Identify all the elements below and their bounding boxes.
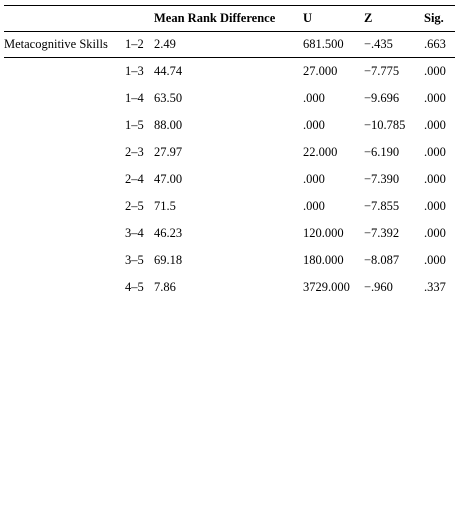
sig-cell: .000 <box>424 118 446 132</box>
variable-empty-cell <box>4 247 125 274</box>
table-row <box>4 139 455 166</box>
z-cell: −7.392 <box>364 226 400 240</box>
table-row <box>4 247 455 274</box>
mean-rank-difference-cell: 63.50 <box>154 91 183 105</box>
u-cell: .000 <box>303 91 325 105</box>
pair-cell: 2–3 <box>125 145 144 159</box>
header-mean-rank-difference: Mean Rank Difference <box>154 6 303 32</box>
mean-rank-difference-cell: 88.00 <box>154 118 183 132</box>
variable-empty-cell <box>4 166 125 193</box>
header-pair <box>125 6 154 32</box>
pair-cell: 2–4 <box>125 172 144 186</box>
u-cell: .000 <box>303 118 325 132</box>
z-cell: −7.390 <box>364 172 400 186</box>
u-cell: 3729.000 <box>303 280 350 294</box>
sig-cell: .337 <box>424 280 446 294</box>
table-row <box>4 85 455 112</box>
mean-rank-difference-cell: 46.23 <box>154 226 183 240</box>
pair-cell: 4–5 <box>125 280 144 294</box>
z-cell: −7.855 <box>364 199 400 213</box>
table-row <box>4 220 455 247</box>
table-header-row <box>4 6 455 32</box>
header-z: Z <box>364 6 424 32</box>
u-cell: 22.000 <box>303 145 338 159</box>
sig-cell: .663 <box>424 32 455 58</box>
pair-cell: 1–5 <box>125 118 144 132</box>
sig-cell: .000 <box>424 253 446 267</box>
u-cell: 180.000 <box>303 253 344 267</box>
variable-empty-cell <box>4 85 125 112</box>
mean-rank-difference-cell: 7.86 <box>154 280 176 294</box>
pair-cell: 1–4 <box>125 91 144 105</box>
pair-cell: 1–3 <box>125 64 144 78</box>
u-cell: .000 <box>303 199 325 213</box>
variable-empty-cell <box>4 193 125 220</box>
mean-rank-difference-cell: 71.5 <box>154 199 176 213</box>
table-row <box>4 58 455 86</box>
table-row <box>4 166 455 193</box>
variable-empty-cell <box>4 112 125 139</box>
sig-cell: .000 <box>424 199 446 213</box>
table-row <box>4 274 455 301</box>
z-cell: −10.785 <box>364 118 406 132</box>
mean-rank-difference-cell: 2.49 <box>154 32 303 58</box>
mean-rank-difference-cell: 69.18 <box>154 253 183 267</box>
sig-cell: .000 <box>424 64 446 78</box>
sig-cell: .000 <box>424 91 446 105</box>
variable-empty-cell <box>4 58 125 86</box>
variable-empty-cell <box>4 139 125 166</box>
table-row <box>4 112 455 139</box>
header-sig: Sig. <box>424 6 455 32</box>
z-cell: −.960 <box>364 280 393 294</box>
table-row <box>4 193 455 220</box>
mean-rank-difference-cell: 47.00 <box>154 172 183 186</box>
header-variable <box>4 6 125 32</box>
variable-empty-cell <box>4 220 125 247</box>
z-cell: −7.775 <box>364 64 400 78</box>
sig-cell: .000 <box>424 172 446 186</box>
z-cell: −9.696 <box>364 91 400 105</box>
pair-cell: 3–4 <box>125 226 144 240</box>
z-cell: −8.087 <box>364 253 400 267</box>
mean-rank-difference-cell: 44.74 <box>154 64 183 78</box>
sig-cell: .000 <box>424 145 446 159</box>
z-cell: −6.190 <box>364 145 400 159</box>
u-cell: 681.500 <box>303 32 364 58</box>
variable-empty-cell <box>4 274 125 301</box>
mean-rank-difference-cell: 27.97 <box>154 145 183 159</box>
z-cell: −.435 <box>364 32 424 58</box>
post-hoc-comparison-table <box>4 5 455 301</box>
u-cell: 120.000 <box>303 226 344 240</box>
pair-cell: 2–5 <box>125 199 144 213</box>
u-cell: .000 <box>303 172 325 186</box>
variable-label: Metacognitive Skills <box>4 32 125 58</box>
table-row <box>4 32 455 58</box>
pair-cell: 3–5 <box>125 253 144 267</box>
header-u: U <box>303 6 364 32</box>
pair-cell: 1–2 <box>125 32 154 58</box>
sig-cell: .000 <box>424 226 446 240</box>
u-cell: 27.000 <box>303 64 338 78</box>
